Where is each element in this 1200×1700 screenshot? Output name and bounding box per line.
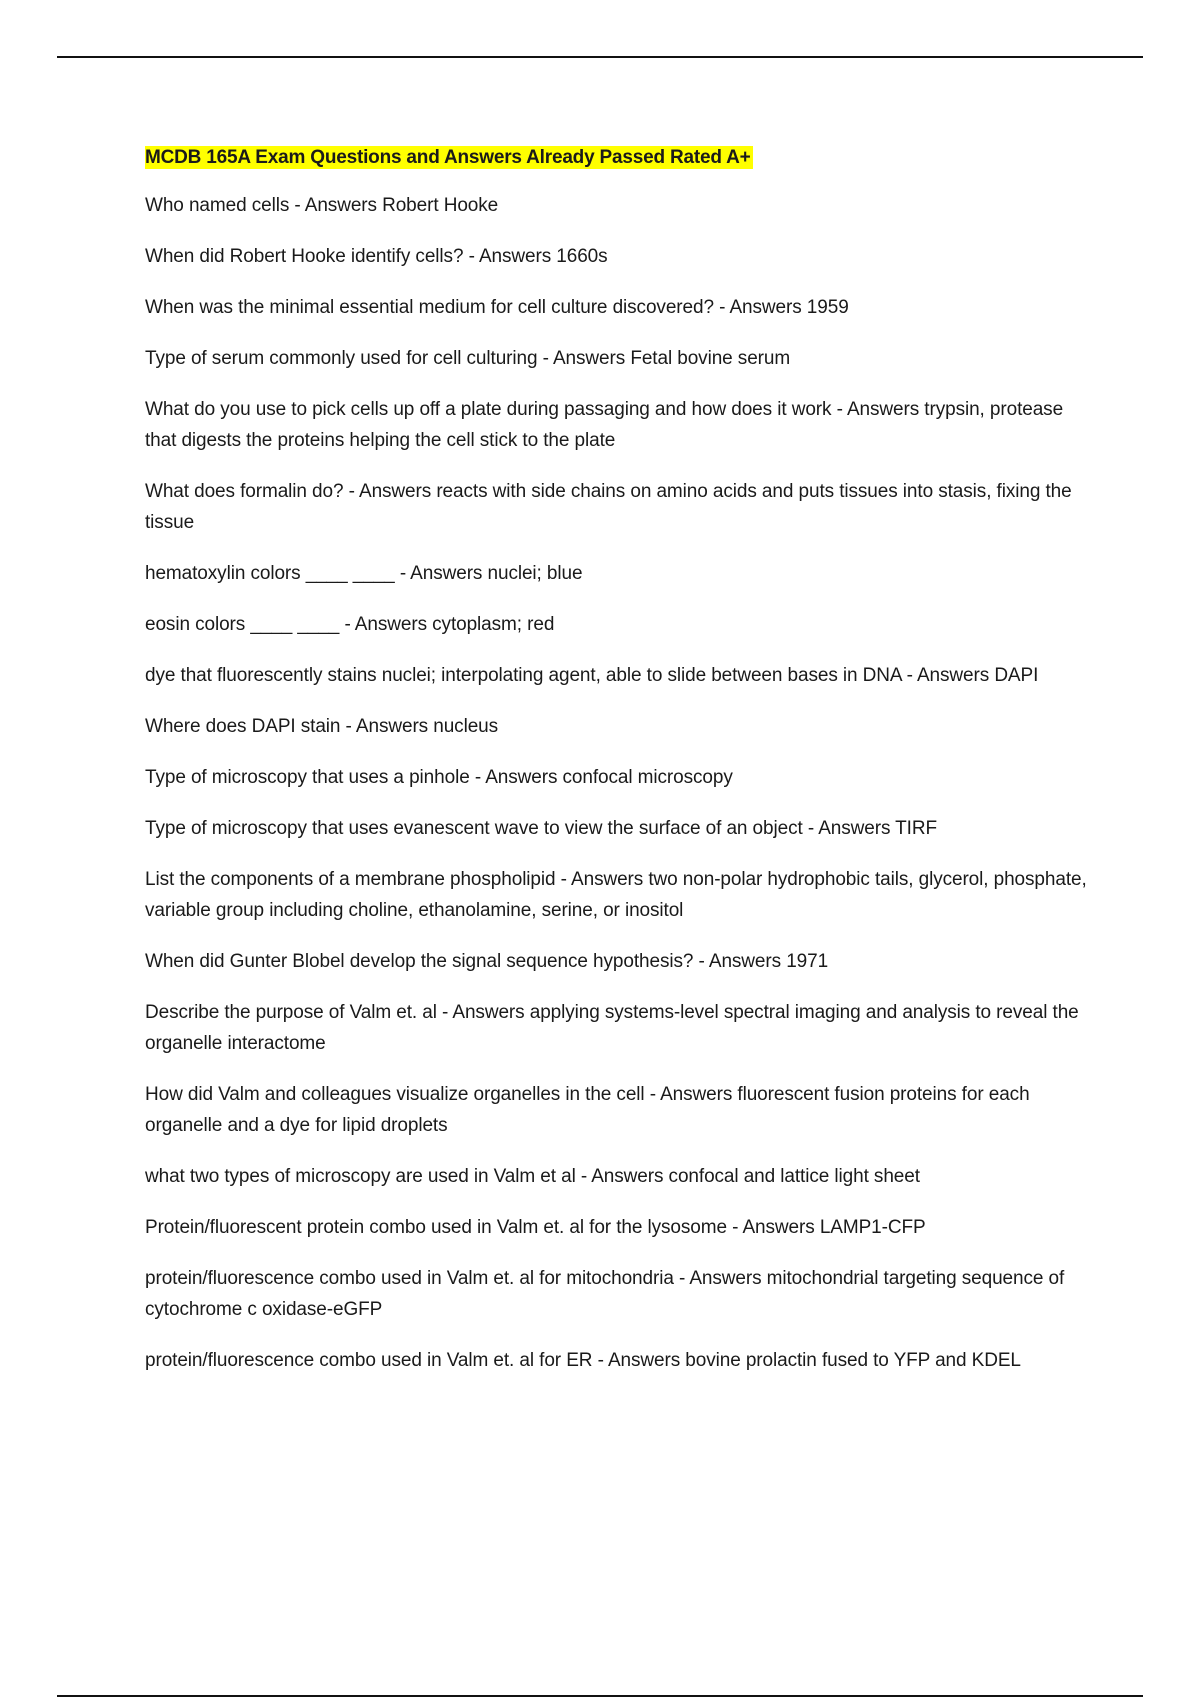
qa-item-2: When did Robert Hooke identify cells? - Answers 1660s (145, 246, 608, 267)
qa-item-15: Describe the purpose of Valm et. al - Answers applying systems-level spectral imaging and analysis to reveal the organelle interactome (145, 1002, 1079, 1054)
document-body (145, 144, 1095, 1396)
qa-item-14: When did Gunter Blobel develop the signal sequence hypothesis? - Answers 1971 (145, 951, 829, 972)
qa-item-19: protein/fluorescence combo used in Valm et. al for mitochondria - Answers mitochondrial targeting sequence of cytochrome c oxidase-eGFP (145, 1268, 1065, 1320)
qa-item-8: eosin colors ____ ____ - Answers cytoplasm; red (145, 614, 555, 635)
header-rule (57, 56, 1143, 58)
qa-item-7: hematoxylin colors ____ ____ - Answers nuclei; blue (145, 563, 583, 584)
qa-item-1: Who named cells - Answers Robert Hooke (145, 195, 499, 216)
qa-item-13: List the components of a membrane phospholipid - Answers two non-polar hydrophobic tails, glycerol, phosphate, variable group including choline, ethanolamine, serine, or inositol (145, 869, 1087, 921)
qa-item-16: How did Valm and colleagues visualize organelles in the cell - Answers fluorescent fusion proteins for each organelle and a dye for lipid droplets (145, 1084, 1030, 1136)
qa-item-11: Type of microscopy that uses a pinhole - Answers confocal microscopy (145, 767, 733, 788)
qa-item-12: Type of microscopy that uses evanescent wave to view the surface of an object - Answers TIRF (145, 818, 937, 839)
qa-item-4: Type of serum commonly used for cell culturing - Answers Fetal bovine serum (145, 348, 791, 369)
qa-item-18: Protein/fluorescent protein combo used in Valm et. al for the lysosome - Answers LAMP1-CFP (145, 1217, 926, 1238)
qa-item-17: what two types of microscopy are used in Valm et al - Answers confocal and lattice light sheet (145, 1166, 920, 1187)
qa-item-9: dye that fluorescently stains nuclei; interpolating agent, able to slide between bases in DNA - Answers DAPI (145, 665, 1039, 686)
qa-item-20: protein/fluorescence combo used in Valm et. al for ER - Answers bovine prolactin fused to YFP and KDEL (145, 1350, 1021, 1371)
document-title: MCDB 165A Exam Questions and Answers Already Passed Rated A+ (145, 147, 751, 168)
qa-item-3: When was the minimal essential medium for cell culture discovered? - Answers 1959 (145, 297, 849, 318)
footer-rule (57, 1695, 1143, 1697)
qa-item-6: What does formalin do? - Answers reacts with side chains on amino acids and puts tissues into stasis, fixing the tissue (145, 481, 1072, 533)
qa-item-10: Where does DAPI stain - Answers nucleus (145, 716, 499, 737)
title-line (145, 144, 1095, 173)
qa-item-5: What do you use to pick cells up off a plate during passaging and how does it work - Answers trypsin, protease that digests the proteins helping the cell stick to the plate (145, 399, 1064, 451)
